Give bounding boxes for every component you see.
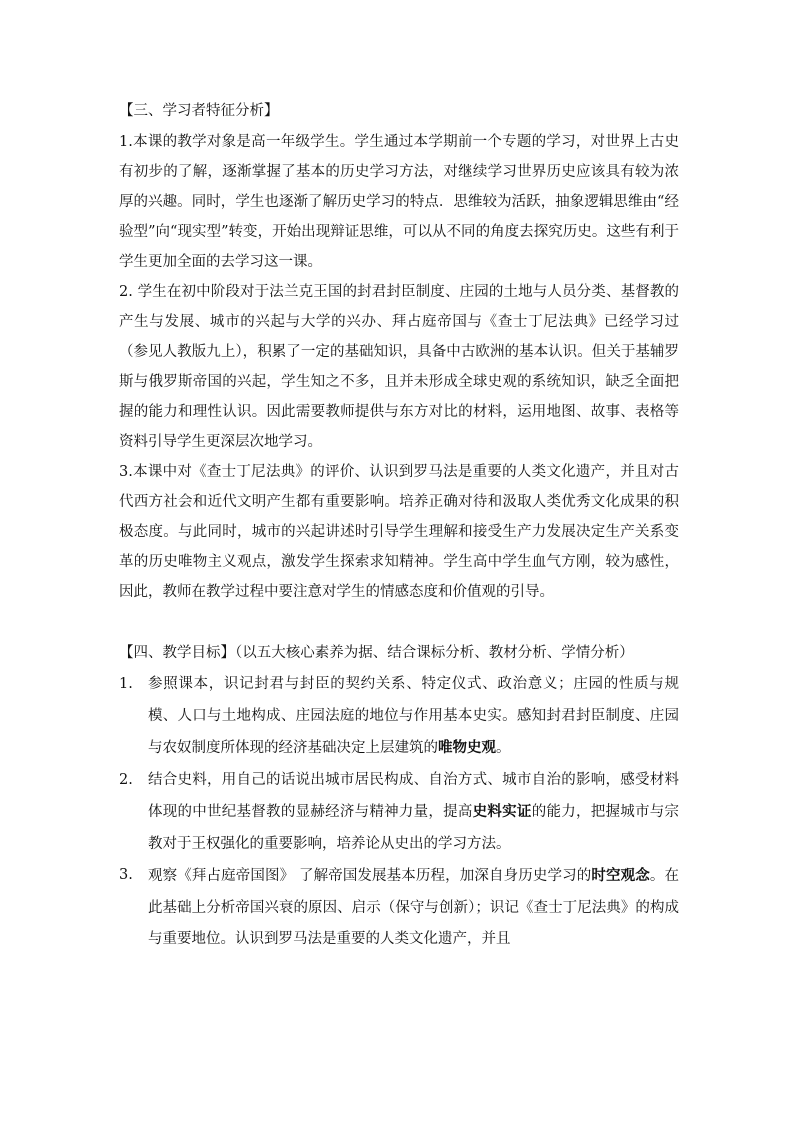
objective-number: 3.	[119, 867, 133, 883]
objective-emphasis: 唯物史观	[438, 739, 496, 756]
objective-text-cont: 的能力，把握城市与宗教对于王权强化的重要影响，培养论从史出的学习方法。	[148, 804, 680, 852]
objective-emphasis: 史料实证	[472, 803, 532, 820]
objective-text: 观察《拜占庭帝国图》 了解帝国发展基本历程，加深自身历史学习的	[148, 868, 592, 884]
section-heading-learner-analysis: 【三、学习者特征分析】	[119, 103, 279, 119]
objective-item-3	[119, 860, 679, 956]
section-heading-teaching-objectives: 【四、教学目标】（以五大核心素养为据、结合课标分析、教材分析、学情分析）	[119, 645, 634, 661]
objective-number: 2.	[119, 771, 133, 788]
section-spacer	[119, 607, 679, 638]
objective-item-2	[119, 765, 679, 861]
learner-paragraph-1: 1.本课的教学对象是高一年级学生。学生通过本学期前一个专题的学习，对世界上古史有初步的了解，逐渐掌握了基本的历史学习方法，对继续学习世界历史应该具有较为浓厚的兴趣。同时，学生也逐渐了解历史学习的特点．思维较为活跃，抽象逻辑思维由“经验型”向“现实型”转变，开始出现辩证思维，可以从不同的角度去探究历史。这些有利于学生更加全面的去学习这一课。	[119, 134, 679, 270]
objectives-list	[119, 669, 679, 956]
learner-paragraph-2: 2. 学生在初中阶段对于法兰克王国的封君封臣制度、庄园的土地与人员分类、基督教的产生与发展、城市的兴起与大学的兴办、拜占庭帝国与《查士丁尼法典》已经学习过（参见人教版九上），积累了一定的基础知识，具备中古欧洲的基本认识。但关于基辅罗斯与俄罗斯帝国的兴起，学生知之不多，且并未形成全球史观的系统知识，缺乏全面把握的能力和理性认识。因此需要教师提供与东方对比的材料，运用地图、故事、表格等资料引导学生更深层次地学习。	[119, 284, 679, 450]
objective-text-cont: 。在此基础上分析帝国兴衰的原因、启示（保守与创新）；识记《查士丁尼法典》的构成与重要地位。认识到罗马法是重要的人类文化遗产，并且	[148, 868, 680, 947]
document-body	[119, 96, 679, 956]
objective-emphasis: 时空观念	[591, 867, 650, 884]
objective-text-cont: 。	[496, 740, 511, 756]
learner-paragraph-3: 3.本课中对《查士丁尼法典》的评价、认识到罗马法是重要的人类文化遗产，并且对古代西方社会和近代文明产生都有重要影响。培养正确对待和汲取人类优秀文化成果的积极态度。与此同时，城市的兴起讲述时引导学生理解和接受生产力发展决定生产关系变革的历史唯物主义观点，激发学生探索求知精神。学生高中学生血气方刚，较为感性，因此，教师在教学过程中要注意对学生的情感态度和价值观的引导。	[119, 464, 679, 600]
objective-text: 结合史料，用自己的话说出城市居民构成、自治方式、城市自治的影响，感受材料体现的中世纪基督教的显赫经济与精神力量，提高	[148, 771, 679, 820]
objective-number: 1.	[119, 676, 133, 692]
objective-text: 参照课本，识记封君与封臣的契约关系、特定仪式、政治意义；庄园的性质与规模、人口与土地构成、庄园法庭的地位与作用基本史实。感知封君封臣制度、庄园与农奴制度所体现的经济基础决定上层建筑的	[148, 676, 679, 756]
objective-item-1	[119, 669, 679, 765]
